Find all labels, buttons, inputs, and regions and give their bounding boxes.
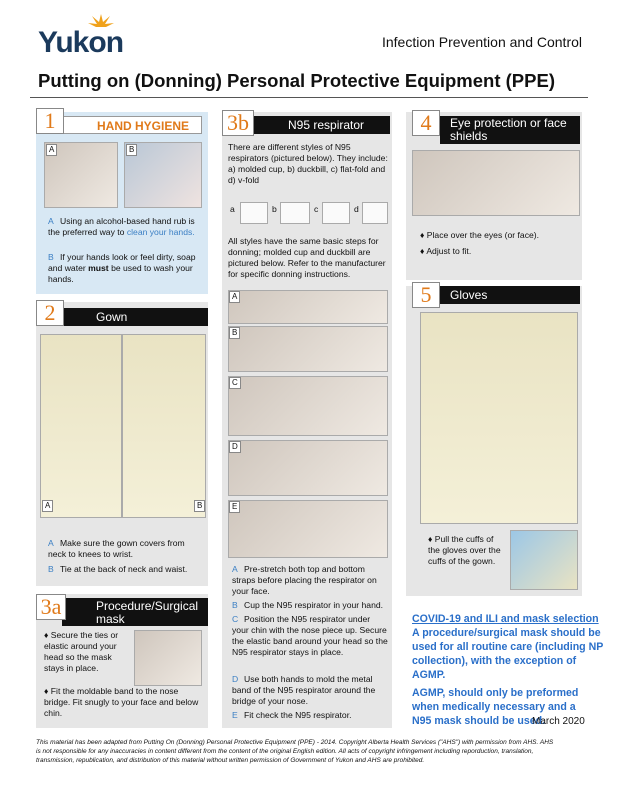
n95-photo-row-e [228, 500, 388, 558]
n95-title: N95 respirator [288, 118, 365, 132]
gown-front-photo [40, 334, 122, 518]
hand-hygiene-step-b: B If your hands look or feel dirty, soap and water must be used to wash your hands. [48, 252, 196, 284]
yukon-logo: Yukon [38, 26, 124, 59]
n95-row-label-d: D [229, 441, 241, 453]
n95-style-c-label: c [314, 204, 319, 214]
page-title: Putting on (Donning) Personal Protective Equipment (PPE) [38, 70, 555, 91]
n95-step-b: B Cup the N95 respirator in your hand. [232, 600, 384, 610]
procedure-mask-photo [134, 630, 202, 686]
hand-hygiene-step-a: A Using an alcohol-based hand rub is the preferred way to clean your hands. [48, 216, 195, 237]
eye-protection-bullet-1: ♦ Place over the eyes (or face). [420, 230, 540, 240]
n95-steps-intro: All styles have the same basic steps for donning; molded cup and duckbill are pictured below. Refer to the manufacturer for specific donning instructions. [228, 236, 386, 279]
gloves-cuff-photo [510, 530, 578, 590]
photo-label-b: B [126, 144, 137, 156]
gloves-photo [420, 312, 578, 524]
gown-label-b: B [194, 500, 205, 512]
n95-row-label-a: A [229, 291, 240, 303]
photo-label-a: A [46, 144, 57, 156]
procedure-mask-header [62, 598, 208, 626]
covid-paragraph-1: A procedure/surgical mask should be used for all routine care (including NP collection), with the exception of AGMP. [412, 627, 604, 681]
step-2-number: 2 [36, 300, 64, 326]
covid-heading: COVID-19 and ILI and mask selection [412, 613, 599, 625]
procedure-mask-title: Procedure/Surgical mask [96, 599, 199, 626]
title-divider [30, 97, 588, 98]
eye-protection-photo [412, 150, 580, 216]
gloves-header [440, 286, 580, 304]
n95-row-label-e: E [229, 501, 240, 513]
step-3b-number: 3b [222, 110, 254, 136]
n95-photo-row-c [228, 376, 388, 436]
gloves-bullet-1: ♦ Pull the cuffs of the gloves over the cuffs of the gown. [428, 534, 501, 566]
eye-protection-header [440, 116, 580, 144]
step-4-number: 4 [412, 110, 440, 136]
clean-hands-link[interactable]: clean your hands. [126, 227, 195, 237]
n95-style-a-label: a [230, 204, 235, 214]
gown-header [62, 308, 208, 326]
n95-row-label-c: C [229, 377, 241, 389]
date-stamp: March 2020 [532, 716, 585, 727]
n95-photo-row-b [228, 326, 388, 372]
n95-photo-row-a [228, 290, 388, 324]
step-1-number: 1 [36, 108, 64, 134]
gown-title: Gown [96, 310, 128, 324]
n95-header [254, 116, 390, 134]
gown-step-b: B Tie at the back of neck and waist. [48, 564, 188, 574]
copyright-footer: This material has been adapted from Putting On (Donning) Personal Protective Equipment (PPE) - 2014. Copyright Alberta Health Services ("AHS") with permission from AHS. AHS is not responsible for any inaccuracies in content different from the content of the original English edition. All acts of copyright infringement including reporduction, translation, transmission, republication, and distribution of this material without written permission of Government of Yukon and AHS are prohibited. [36, 739, 554, 764]
molded-cup-mask-image [240, 202, 268, 224]
gown-label-a: A [42, 500, 53, 512]
n95-step-a: A Pre-stretch both top and bottom straps before placing the respirator on your face. [232, 564, 377, 596]
procedure-mask-bullet-1: ♦ Secure the ties or elastic around your head so the mask stays in place. [44, 630, 119, 673]
gloves-title: Gloves [450, 288, 488, 302]
covid-paragraph-2: AGMP, should only be preformed when medically necessary and a N95 mask should be used. [412, 687, 579, 727]
n95-styles-row [228, 200, 388, 228]
n95-intro: There are different styles of N95 respirators (pictured below). They include: a) molded cup, b) duckbill, c) flat-fold and d) v-fold [228, 142, 388, 185]
n95-row-label-b: B [229, 327, 240, 339]
n95-photo-row-d [228, 440, 388, 496]
n95-step-e: E Fit check the N95 respirator. [232, 710, 352, 720]
step-5-number: 5 [412, 282, 440, 308]
procedure-mask-bullet-2: ♦ Fit the moldable band to the nose bridge. Fit snugly to your face and below chin. [44, 686, 199, 718]
header-subtitle: Infection Prevention and Control [381, 34, 582, 50]
n95-style-b-label: b [272, 204, 277, 214]
hand-hygiene-header [62, 116, 202, 134]
duckbill-mask-image [280, 202, 310, 224]
n95-step-c: C Position the N95 respirator under your chin with the nose piece up. Secure the elastic band around your head so the N95 respirator stays in place. [232, 614, 388, 657]
flat-fold-mask-image [322, 202, 350, 224]
gown-step-a: A Make sure the gown covers from neck to knees to wrist. [48, 538, 185, 559]
eye-protection-title: Eye protection or face shields [450, 116, 567, 143]
step-3a-number: 3a [36, 594, 66, 620]
eye-protection-bullet-2: ♦ Adjust to fit. [420, 246, 472, 256]
hand-hygiene-title: HAND HYGIENE [97, 119, 190, 133]
n95-step-d: D Use both hands to mold the metal band of the N95 respirator around the bridge of your nose. [232, 674, 376, 706]
gown-back-photo [122, 334, 206, 518]
v-fold-mask-image [362, 202, 388, 224]
n95-style-d-label: d [354, 204, 359, 214]
